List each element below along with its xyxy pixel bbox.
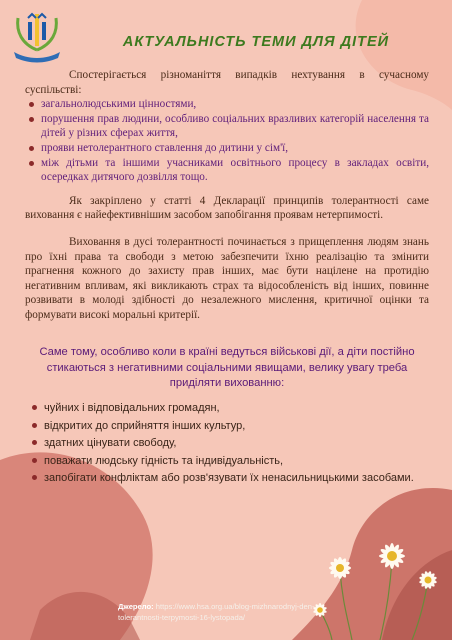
list-item: між дітьми та іншими учасниками освітнього процесу в закладах освіти, осередках дитячого дозвілля тощо. (25, 156, 429, 185)
upbringing-goals-list (28, 400, 428, 488)
list-item: чуйних і відповідальних громадян, (28, 400, 428, 418)
list-item: запобігати конфліктам або розв'язувати їх ненасильницькими засобами. (28, 470, 428, 488)
page-title: АКТУАЛЬНІСТЬ ТЕМИ ДЛЯ ДІТЕЙ (122, 34, 390, 50)
list-item: загальнолюдськими цінностями, (25, 97, 429, 112)
list-item: порушення прав людини, особливо соціальних вразливих категорій населення та дітей у різних сферах життя, (25, 112, 429, 141)
list-item: відкритих до сприйняття інших культур, (28, 418, 428, 436)
daisy-flowers-decoration (300, 530, 452, 640)
list-item: прояви нетолерантного ставлення до дитини у сім'ї, (25, 141, 429, 156)
source-link[interactable]: https://www.hsa.org.ua/blog-mizhnarodnyj-den-tolerantnosti-terpymosti-16-lystopada/ (118, 602, 315, 622)
list-item: поважати людську гідність та індивідуальність, (28, 453, 428, 471)
source-citation (118, 602, 336, 623)
upbringing-paragraph: Виховання в дусі толерантності починається з прищеплення людям знань про їхні права та свободи з метою забезпечити їхню реалізацію та змінити прагнення кожного до захисту прав інших, має бути націлене на протидію негативним впливам, які викликають страх та відособленість від інших, повинне розвивати в молоді здібності до незалежного мислення, критичної оцінки та формувати високі моральні критерії. (25, 235, 429, 321)
list-item: здатних цінувати свободу, (28, 435, 428, 453)
school-logo (8, 4, 66, 66)
source-label: Джерело: (118, 602, 154, 611)
intro-paragraph: Спостерігається різноманіття випадків нехтування в сучасному суспільстві: (25, 69, 429, 96)
emphasis-paragraph: Саме тому, особливо коли в країні ведуться військові дії, а діти постійно стикаються з негативними соціальними явищами, велику увагу треба приділяти вихованню: (39, 346, 415, 389)
main-content (25, 68, 429, 323)
neglect-list (25, 97, 429, 185)
declaration-paragraph: Як закріплено у статті 4 Декларації принципів толерантності саме виховання є найефективнішим засобом запобігання проявам нетерпимості. (25, 194, 429, 222)
